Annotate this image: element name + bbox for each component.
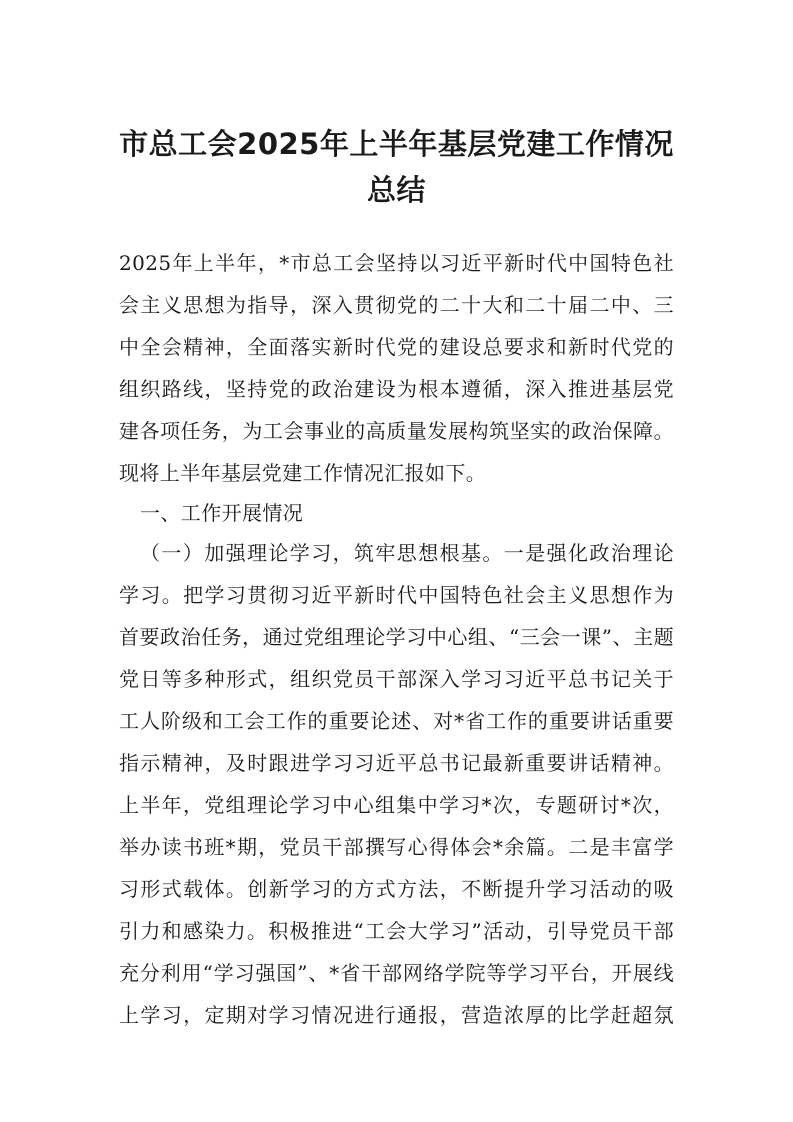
section-heading: 一、工作开展情况 <box>140 501 304 525</box>
subsection-line-3: 首要政治任务，通过党组理论学习中心组、“三会一课”、主题 <box>119 625 674 649</box>
intro-line-6: 现将上半年基层党建工作情况汇报如下。 <box>119 461 487 485</box>
intro-line-3: 中全会精神，全面落实新时代党的建设总要求和新时代党的 <box>119 335 674 359</box>
intro-line-1: 2025年上半年，*市总工会坚持以习近平新时代中国特色社 <box>119 251 674 275</box>
subsection-line-7: 上半年，党组理论学习中心组集中学习*次，专题研讨*次， <box>119 793 674 817</box>
subsection-line-8: 举办读书班*期，党员干部撰写心得体会*余篇。二是丰富学 <box>119 835 674 859</box>
subsection-line-1: （一）加强理论学习，筑牢思想根基。一是强化政治理论 <box>140 541 674 565</box>
subsection-line-2: 学习。把学习贯彻习近平新时代中国特色社会主义思想作为 <box>119 583 674 607</box>
intro-line-5: 建各项任务，为工会事业的高质量发展构筑坚实的政治保障。 <box>119 419 674 443</box>
subsection-line-5: 工人阶级和工会工作的重要论述、对*省工作的重要讲话重要 <box>119 709 674 733</box>
subsection-line-6: 指示精神，及时跟进学习习近平总书记最新重要讲话精神。 <box>119 751 674 775</box>
subsection-line-11: 充分利用“学习强国”、*省干部网络学院等学习平台，开展线 <box>119 961 674 985</box>
subsection-line-9: 习形式载体。创新学习的方式方法，不断提升学习活动的吸 <box>119 877 674 901</box>
intro-line-4: 组织路线，坚持党的政治建设为根本遵循，深入推进基层党 <box>119 377 674 401</box>
intro-line-2: 会主义思想为指导，深入贯彻党的二十大和二十届二中、三 <box>119 293 674 317</box>
document-title-line-1: 市总工会2025年上半年基层党建工作情况 <box>119 127 674 161</box>
subsection-line-12: 上学习，定期对学习情况进行通报，营造浓厚的比学赶超氛 <box>119 1003 674 1027</box>
document-title-line-2: 总结 <box>366 173 426 207</box>
subsection-line-4: 党日等多种形式，组织党员干部深入学习习近平总书记关于 <box>119 667 674 691</box>
subsection-line-10: 引力和感染力。积极推进“工会大学习”活动，引导党员干部 <box>119 919 674 943</box>
